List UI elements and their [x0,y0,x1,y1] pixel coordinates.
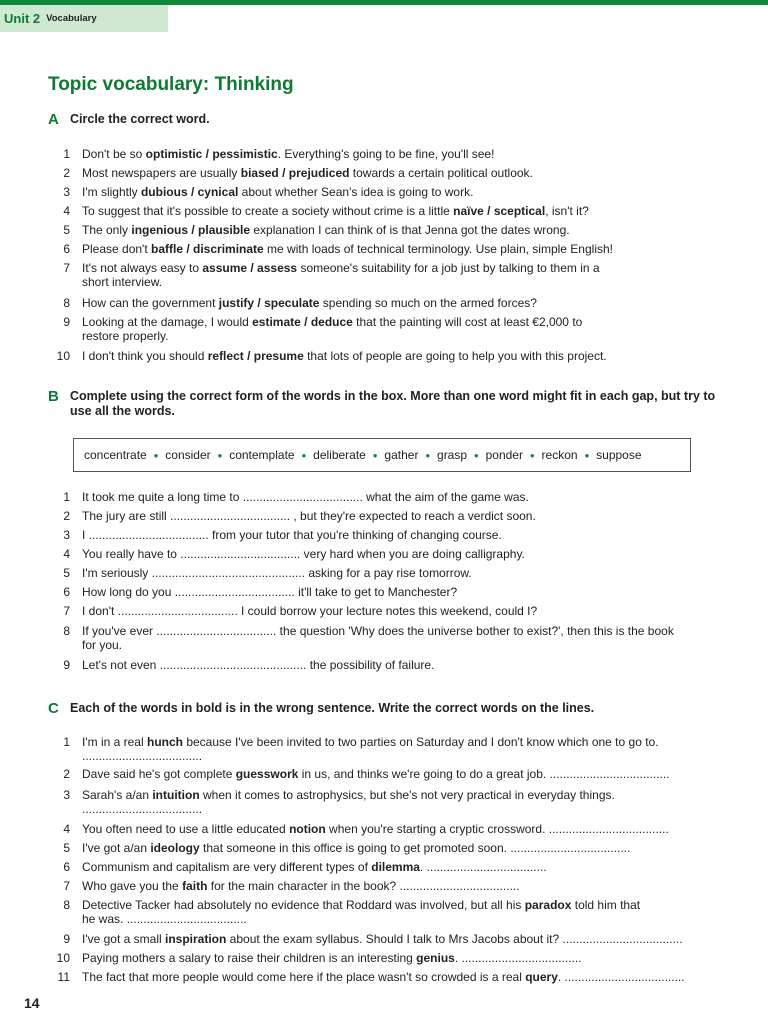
item-text: Communism and capitalism are very different types of dilemma. .................................... [82,860,547,874]
item-number: 9 [63,658,70,672]
bullet-separator: • [474,447,479,463]
box-word: consider [165,448,211,462]
item-number: 8 [63,898,70,912]
item-text: I don't .................................... I could borrow your lecture notes this weekend, could I? [82,604,538,618]
item-number: 4 [63,547,70,561]
item-text: I'm seriously .............................................. asking for a pay rise tomorrow. [82,566,472,580]
item-number: 7 [63,261,70,275]
section-b-instruction: Complete using the correct form of the words in the box. More than one word might fit in each gap, but try to use all the words. [70,389,716,418]
item-number: 2 [63,166,70,180]
item-text: It took me quite a long time to .................................... what the aim of the game was. [82,490,529,504]
bullet-separator: • [217,447,223,463]
section-c-instruction: Each of the words in bold is in the wrong sentence. Write the correct words on the lines. [70,701,595,715]
item-text: Who gave you the faith for the main character in the book? .................................... [82,879,520,893]
item-number: 9 [63,932,70,946]
unit-header [0,5,168,32]
item-text: Most newspapers are usually biased / prejudiced towards a certain political outlook. [82,166,533,180]
item-number: 4 [63,822,70,836]
item-number: 10 [56,349,70,363]
item-text: If you've ever .................................... the question 'Why does the universe bother to exist?', then this is the book for you. [82,624,674,652]
section-label: Vocabulary [46,13,97,24]
item-number: 2 [63,509,70,523]
item-text: How can the government justify / speculate spending so much on the armed forces? [82,296,537,310]
item-text: Sarah's a/an intuition when it comes to astrophysics, but she's not very practical in everyday things. .................................... [82,788,615,816]
item-text: The fact that more people would come here if the place wasn't so crowded is a real query. .................................... [82,970,685,984]
box-word: reckon [541,448,578,462]
item-number: 11 [57,970,70,984]
box-word: ponder [485,448,523,462]
box-word: concentrate [84,448,147,462]
item-number: 8 [63,296,70,310]
item-number: 3 [63,528,70,542]
page-number: 14 [24,995,40,1011]
bullet-separator: • [584,447,590,463]
item-text: How long do you .................................... it'll take to get to Manchester? [82,585,458,599]
item-text: I'm in a real hunch because I've been invited to two parties on Saturday and I don't know which one to go to. .................................... [82,735,659,763]
item-text: Please don't baffle / discriminate me with loads of technical terminology. Use plain, simple English! [82,242,613,256]
item-number: 7 [63,604,70,618]
item-number: 6 [63,242,70,256]
box-word: gather [384,448,419,462]
item-number: 2 [63,767,70,781]
item-number: 9 [63,315,70,329]
item-text: I don't think you should reflect / presume that lots of people are going to help you with this project. [82,349,607,363]
item-number: 1 [63,735,70,749]
item-number: 1 [63,147,70,161]
box-word: suppose [596,448,642,462]
item-number: 5 [63,223,70,237]
bullet-separator: • [529,447,535,463]
box-word: contemplate [229,448,295,462]
item-number: 8 [63,624,70,638]
item-text: It's not always easy to assume / assess someone's suitability for a job just by talking to them in a short interview. [82,261,600,289]
item-number: 4 [63,204,70,218]
bullet-separator: • [153,447,159,463]
item-number: 3 [63,185,70,199]
section-a-instruction: Circle the correct word. [70,112,210,126]
item-text: Paying mothers a salary to raise their children is an interesting genius. .................................... [82,951,582,965]
item-text: Don't be so optimistic / pessimistic. Everything's going to be fine, you'll see! [82,147,495,161]
section-b-letter: B [48,388,59,405]
section-a-letter: A [48,111,59,128]
item-text: Let's not even ............................................ the possibility of failure. [82,658,435,672]
item-number: 6 [63,860,70,874]
item-text: Detective Tacker had absolutely no evidence that Roddard was involved, but all his paradox told him that he was. .................................... [82,898,641,926]
unit-label: Unit 2 [4,11,41,26]
item-number: 7 [63,879,70,893]
item-text: I'm slightly dubious / cynical about whether Sean's idea is going to work. [82,185,474,199]
item-text: Looking at the damage, I would estimate / deduce that the painting will cost at least €2,000 to restore properly. [82,315,583,343]
item-number: 1 [63,490,70,504]
bullet-separator: • [425,447,431,463]
box-word: grasp [437,448,468,462]
item-text: I've got a/an ideology that someone in this office is going to get promoted soon. .................................... [82,841,631,855]
item-text: The jury are still .................................... , but they're expected to reach a verdict soon. [82,509,536,523]
item-number: 10 [56,951,70,965]
word-box [73,438,691,472]
item-number: 5 [63,566,70,580]
item-number: 3 [63,788,70,802]
page-title: Topic vocabulary: Thinking [48,74,294,95]
item-text: Dave said he's got complete guesswork in us, and thinks we're going to do a great job. .................................... [82,767,670,781]
item-number: 5 [63,841,70,855]
item-text: You really have to .................................... very hard when you are doing calligraphy. [82,547,525,561]
item-number: 6 [63,585,70,599]
bullet-separator: • [301,447,307,463]
section-c-letter: C [48,700,59,717]
item-text: The only ingenious / plausible explanation I can think of is that Jenna got the dates wrong. [82,223,570,237]
bullet-separator: • [372,447,378,463]
item-text: I've got a small inspiration about the exam syllabus. Should I talk to Mrs Jacobs about it? .................................... [82,932,683,946]
item-text: You often need to use a little educated notion when you're starting a cryptic crossword. .................................... [82,822,669,836]
item-text: I .................................... from your tutor that you're thinking of changing course. [82,528,502,542]
box-word: deliberate [313,448,366,462]
item-text: To suggest that it's possible to create a society without crime is a little naïve / sceptical, isn't it? [82,204,589,218]
